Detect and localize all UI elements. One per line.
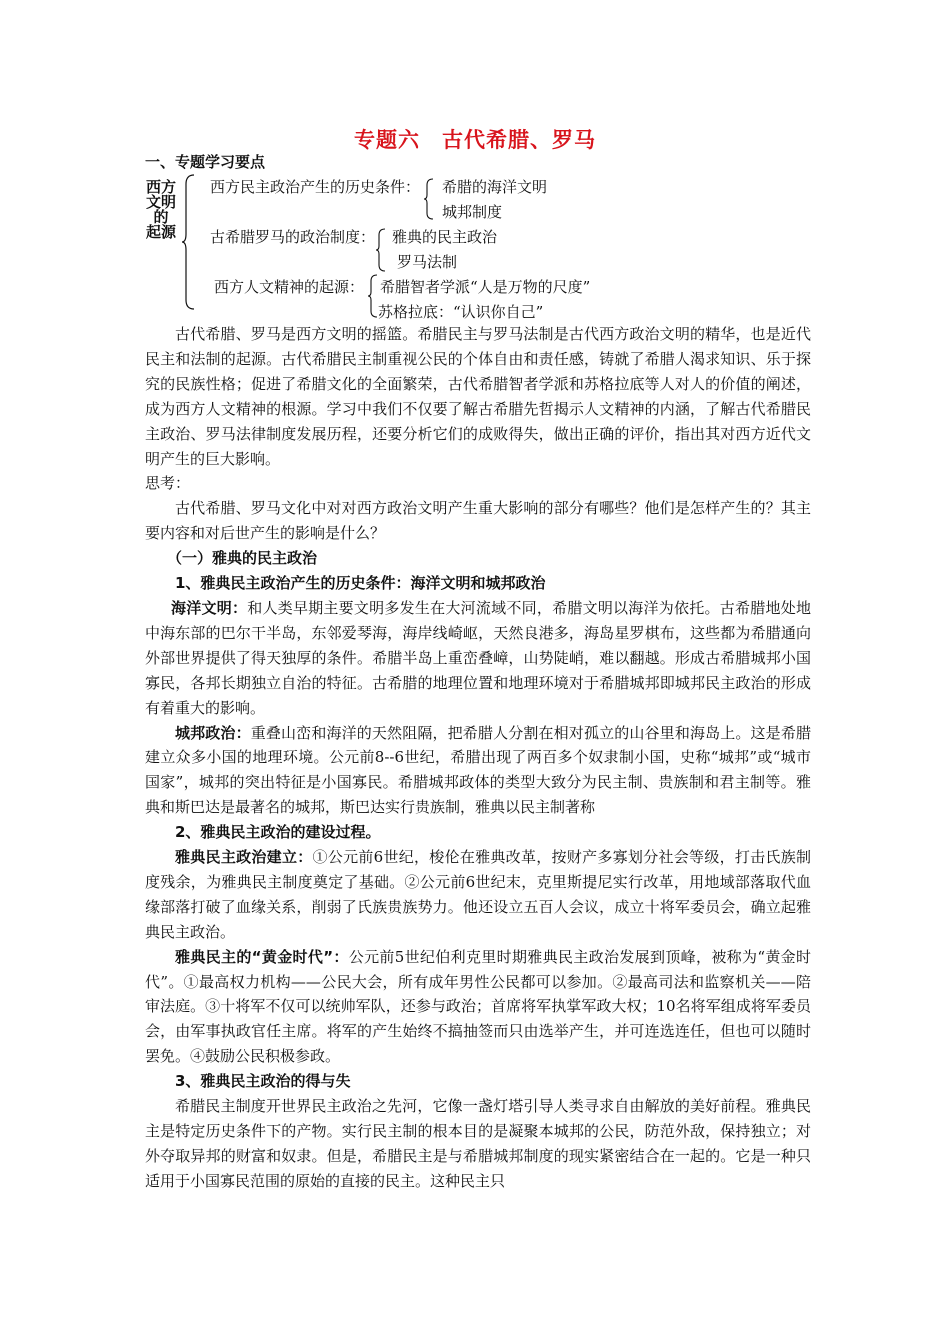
- golden-age-paragraph: [145, 945, 811, 1070]
- heading-conditions: 1、雅典民主政治产生的历史条件：海洋文明和城邦政治: [175, 574, 546, 593]
- city-text: 重叠山峦和海洋的天然阻隔，把希腊人分割在相对孤立的山谷里和海岛上。这是希腊建立众多小国的地理环境。公元前8--6世纪，希腊出现了两百多个奴隶制小国，史称“城邦”或“城市国家”，城邦的突出特征是小国寡民。希腊城邦政体的类型大致分为民主制、贵族制和君主制等。雅典和斯巴达是最著名的城邦，斯巴达实行贵族制，雅典以民主制著称: [145, 723, 811, 817]
- think-label: 思考：: [145, 474, 191, 493]
- branch2-item: 雅典的民主政治: [392, 228, 498, 246]
- outline-root-line: 西方: [145, 178, 176, 196]
- branch1-item: 希腊的海洋文明: [442, 178, 548, 196]
- heading-gains-losses: 3、雅典民主政治的得与失: [175, 1072, 351, 1091]
- subsection-heading: （一）雅典的民主政治: [167, 549, 318, 568]
- golden-age-label: 雅典民主的“黄金时代”：: [175, 947, 349, 966]
- outline-root: [142, 180, 180, 240]
- body-text: [145, 322, 811, 1194]
- branch2-item: 罗马法制: [397, 253, 458, 271]
- branch3-item: 希腊智者学派“人是万物的尺度”: [380, 278, 591, 296]
- outline-diagram: [140, 172, 840, 324]
- outline-root-line: 文明: [145, 193, 176, 211]
- branch3-item: 苏格拉底：“认识你自己”: [378, 303, 544, 321]
- branch1-item: 城邦制度: [442, 203, 503, 221]
- city-paragraph: [145, 721, 811, 821]
- branch2-brace: [376, 228, 386, 272]
- establish-paragraph: [145, 845, 811, 945]
- branch-politics: 古希腊罗马的政治制度：: [210, 228, 376, 246]
- gains-paragraph: 希腊民主制度开世界民主政治之先河，它像一盏灯塔引导人类寻求自由解放的美好前程。雅典民主是特定历史条件下的产物。实行民主制的根本目的是凝聚本城邦的公民，防范外敌，保持独立；对外夺取异邦的财富和奴隶。但是，希腊民主是与希腊城邦制度的现实紧密结合在一起的。它是一种只适用于小国寡民范围的原始的直接的民主。这种民主只: [145, 1097, 811, 1190]
- intro-paragraph: 古代希腊、罗马是西方文明的摇篮。希腊民主与罗马法制是古代西方政治文明的精华，也是近代民主和法制的起源。古代希腊民主制重视公民的个体自由和责任感，铸就了希腊人渴求知识、乐于探究的民族性格；促进了希腊文化的全面繁荣，古代希腊智者学派和苏格拉底等人对人的价值的阐述，成为西方人文精神的根源。学习中我们不仅要了解古希腊先哲揭示人文精神的内涵，了解古代希腊民主政治、罗马法律制度发展历程，还要分析它们的成败得失，做出正确的评价，指出其对西方近代文明产生的巨大影响。: [145, 325, 811, 468]
- page-title: 专题六 古代希腊、罗马: [354, 128, 596, 152]
- section-heading: 一、专题学习要点: [145, 153, 266, 171]
- ocean-paragraph: [145, 596, 811, 721]
- ocean-label: 海洋文明：: [171, 598, 248, 617]
- golden-age-text: 公元前5世纪伯利克里时期雅典民主政治发展到顶峰，被称为“黄金时代”。①最高权力机构——公民大会，所有成年男性公民都可以参加。②最高司法和监察机关——陪审法庭。③十将军不仅可以统帅军队，还参与政治；首席将军执掌军政大权；10名将军组成将军委员会，由军事执政官任主席。将军的产生始终不搞抽签而只由选举产生，并可连选连任，但也可以随时罢免。④鼓励公民积极参政。: [145, 947, 812, 1066]
- main-brace: [182, 174, 196, 310]
- outline-root-line: 起源: [145, 223, 176, 241]
- establish-text: ①公元前6世纪，梭伦在雅典改革，按财产多寡划分社会等级，打击氏族制度残余，为雅典民主制度奠定了基础。②公元前6世纪末，克里斯提尼实行改革，用地域部落取代血缘部落打破了血缘关系，削弱了氏族贵族势力。他还设立五百人会议，成立十将军委员会，确立起雅典民主政治。: [145, 848, 811, 941]
- branch3-brace: [368, 274, 378, 318]
- city-label: 城邦政治：: [175, 723, 251, 742]
- ocean-text: 和人类早期主要文明多发生在大河流域不同，希腊文明以海洋为依托。古希腊地处地中海东部的巴尔干半岛，东邻爱琴海，海岸线崎岖，天然良港多，海岛星罗棋布，这些都为希腊通向外部世界提供了得天独厚的条件。希腊半岛上重峦叠嶂，山势陡峭，难以翻越。形成古希腊城邦小国寡民，各邦长期独立自治的特征。古希腊的地理位置和地理环境对于希腊城邦即城邦民主政治的形成有着重大的影响。: [145, 598, 811, 717]
- think-paragraph: 古代希腊、罗马文化中对对西方政治文明产生重大影响的部分有哪些？他们是怎样产生的？其主要内容和对后世产生的影响是什么？: [145, 499, 811, 543]
- establish-label: 雅典民主政治建立：: [175, 848, 313, 867]
- heading-process: 2、雅典民主政治的建设过程。: [175, 823, 381, 842]
- branch1-brace: [424, 178, 434, 220]
- branch-humanism: 西方人文精神的起源：: [214, 278, 365, 296]
- outline-root-line: 的: [153, 208, 169, 226]
- branch-conditions: 西方民主政治产生的历史条件：: [210, 178, 421, 196]
